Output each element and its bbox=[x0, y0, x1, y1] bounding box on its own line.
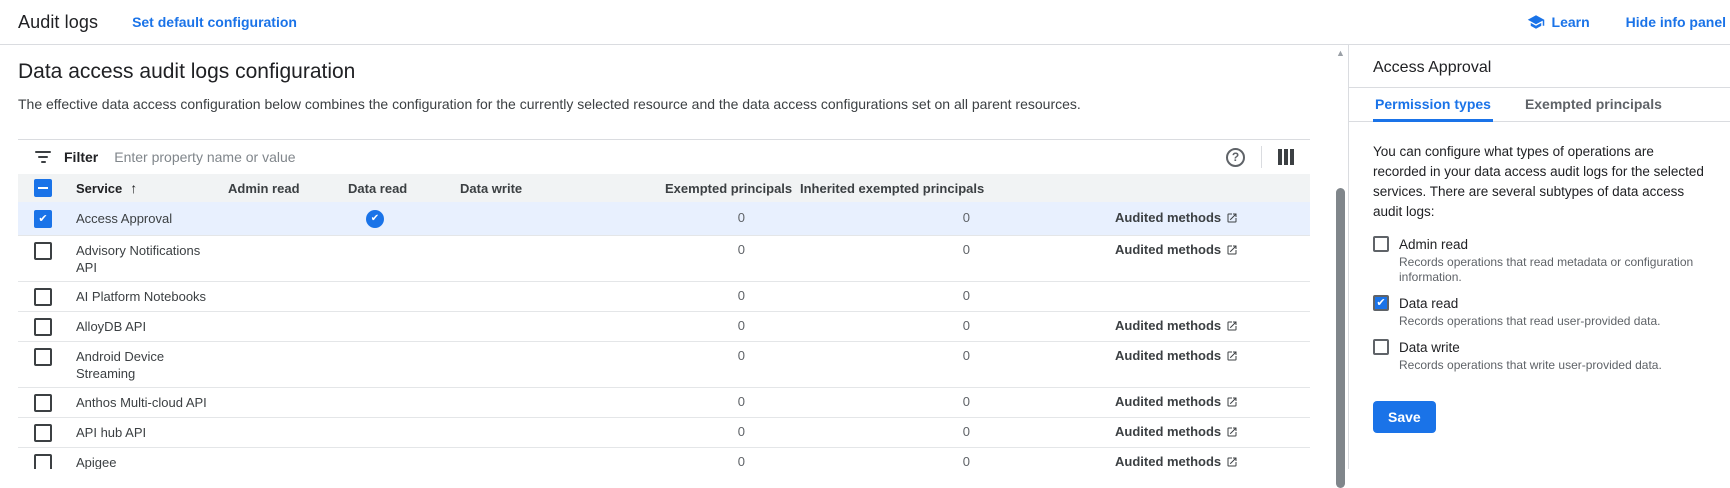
info-panel-title: Access Approval bbox=[1349, 45, 1730, 88]
column-header-admin-read[interactable]: Admin read bbox=[228, 180, 300, 196]
permission-type-item bbox=[1373, 339, 1706, 373]
service-name: Advisory Notifications API bbox=[76, 243, 201, 275]
table-row[interactable] bbox=[18, 418, 1310, 448]
help-icon[interactable]: ? bbox=[1226, 148, 1245, 167]
inherited-exempted-principals-value: 0 bbox=[962, 394, 970, 409]
inherited-exempted-principals-value: 0 bbox=[962, 348, 970, 363]
permission-label: Admin read bbox=[1399, 236, 1469, 252]
table-toolbar bbox=[18, 140, 1310, 174]
service-name: Apigee bbox=[76, 455, 117, 469]
audited-methods-link[interactable]: Audited methods bbox=[1115, 424, 1238, 439]
service-name: Anthos Multi-cloud API bbox=[76, 395, 207, 410]
external-link-icon bbox=[1226, 396, 1238, 408]
audited-methods-link[interactable]: Audited methods bbox=[1115, 348, 1238, 363]
scrollbar-up-arrow[interactable]: ▲ bbox=[1336, 48, 1345, 58]
tab-permission-types[interactable]: Permission types bbox=[1373, 88, 1493, 122]
service-name: AlloyDB API bbox=[76, 319, 147, 334]
external-link-icon bbox=[1226, 244, 1238, 256]
section-description: The effective data access configuration below combines the configuration for the currently selected resource and the data access configurations set on all parent resources. bbox=[18, 96, 1081, 112]
column-display-options-icon[interactable] bbox=[1278, 149, 1294, 165]
exempted-principals-value: 0 bbox=[737, 242, 745, 257]
exempted-principals-value: 0 bbox=[737, 394, 745, 409]
filter-list-icon bbox=[34, 150, 52, 164]
info-panel bbox=[1348, 45, 1730, 469]
permission-checkbox[interactable] bbox=[1373, 339, 1389, 355]
external-link-icon bbox=[1226, 212, 1238, 224]
external-link-icon bbox=[1226, 426, 1238, 438]
page-title: Audit logs bbox=[18, 11, 99, 32]
table-row[interactable] bbox=[18, 202, 1310, 236]
set-default-configuration-link[interactable]: Set default configuration bbox=[132, 14, 297, 30]
main-content bbox=[0, 45, 1333, 469]
permission-description: Records operations that read user-provided data. bbox=[1399, 314, 1661, 328]
exempted-principals-value: 0 bbox=[737, 318, 745, 333]
audited-methods-link[interactable]: Audited methods bbox=[1115, 318, 1238, 333]
table-row[interactable] bbox=[18, 342, 1310, 388]
permission-label: Data read bbox=[1399, 295, 1459, 311]
service-name: AI Platform Notebooks bbox=[76, 289, 207, 304]
service-name: Android Device Streaming bbox=[76, 349, 165, 381]
vertical-scrollbar[interactable] bbox=[1333, 45, 1348, 469]
audited-methods-link[interactable]: Audited methods bbox=[1115, 454, 1238, 469]
permission-type-item bbox=[1373, 236, 1706, 285]
table-row[interactable] bbox=[18, 282, 1310, 312]
inherited-exempted-principals-value: 0 bbox=[962, 210, 970, 225]
learn-link[interactable] bbox=[1527, 13, 1590, 31]
inherited-exempted-principals-value: 0 bbox=[962, 242, 970, 257]
hide-info-panel-link[interactable]: Hide info panel bbox=[1625, 14, 1726, 30]
info-panel-description: You can configure what types of operations are recorded in your data access audit logs for the selected services. There are several subtypes of data access audit logs: bbox=[1373, 144, 1704, 219]
exempted-principals-value: 0 bbox=[737, 210, 745, 225]
row-checkbox[interactable] bbox=[34, 210, 52, 228]
row-checkbox[interactable] bbox=[34, 454, 52, 469]
audited-methods-link[interactable]: Audited methods bbox=[1115, 242, 1238, 257]
audited-methods-link[interactable]: Audited methods bbox=[1115, 394, 1238, 409]
exempted-principals-value: 0 bbox=[737, 348, 745, 363]
row-checkbox[interactable] bbox=[34, 424, 52, 442]
select-all-checkbox[interactable] bbox=[34, 179, 52, 197]
filter-input[interactable] bbox=[112, 148, 1226, 166]
inherited-exempted-principals-value: 0 bbox=[962, 288, 970, 303]
services-table-card bbox=[18, 139, 1310, 469]
learn-label: Learn bbox=[1551, 14, 1590, 30]
permission-label: Data write bbox=[1399, 339, 1460, 355]
inherited-exempted-principals-value: 0 bbox=[962, 318, 970, 333]
permission-description: Records operations that write user-provided data. bbox=[1399, 358, 1662, 372]
table-row[interactable] bbox=[18, 448, 1310, 469]
permission-types-list bbox=[1373, 236, 1706, 373]
column-header-data-read[interactable]: Data read bbox=[348, 180, 408, 196]
external-link-icon bbox=[1226, 350, 1238, 362]
permission-type-item bbox=[1373, 295, 1706, 329]
info-panel-tabs bbox=[1349, 88, 1730, 122]
exempted-principals-value: 0 bbox=[737, 288, 745, 303]
enabled-check-icon bbox=[366, 210, 384, 228]
table-row[interactable] bbox=[18, 236, 1310, 282]
permission-description: Records operations that read metadata or configuration information. bbox=[1399, 255, 1694, 284]
section-heading: Data access audit logs configuration bbox=[18, 60, 356, 83]
permission-checkbox[interactable] bbox=[1373, 295, 1389, 311]
exempted-principals-value: 0 bbox=[737, 424, 745, 439]
data-read-cell bbox=[348, 210, 460, 228]
tab-exempted-principals[interactable]: Exempted principals bbox=[1524, 95, 1662, 112]
row-checkbox[interactable] bbox=[34, 318, 52, 336]
scrollbar-thumb[interactable] bbox=[1336, 188, 1345, 488]
row-checkbox[interactable] bbox=[34, 348, 52, 366]
audited-methods-link[interactable]: Audited methods bbox=[1115, 210, 1238, 225]
graduation-cap-icon bbox=[1527, 13, 1545, 31]
service-name: Access Approval bbox=[76, 211, 173, 226]
column-header-exempted-principals[interactable]: Exempted principals bbox=[665, 180, 793, 196]
table-body bbox=[18, 202, 1310, 469]
row-checkbox[interactable] bbox=[34, 394, 52, 412]
toolbar-divider bbox=[1261, 146, 1262, 168]
table-header-row bbox=[18, 174, 1310, 202]
column-header-inherited-exempted-principals[interactable]: Inherited exempted principals bbox=[800, 180, 985, 196]
app-bar bbox=[0, 0, 1730, 45]
sort-ascending-icon: ↑ bbox=[130, 180, 138, 196]
save-button[interactable]: Save bbox=[1373, 401, 1436, 433]
row-checkbox[interactable] bbox=[34, 242, 52, 260]
service-name: API hub API bbox=[76, 425, 147, 440]
table-row[interactable] bbox=[18, 388, 1310, 418]
filter-label: Filter bbox=[64, 149, 99, 165]
permission-checkbox[interactable] bbox=[1373, 236, 1389, 252]
column-header-data-write[interactable]: Data write bbox=[460, 180, 523, 196]
table-row[interactable] bbox=[18, 312, 1310, 342]
row-checkbox[interactable] bbox=[34, 288, 52, 306]
exempted-principals-value: 0 bbox=[737, 454, 745, 469]
inherited-exempted-principals-value: 0 bbox=[962, 424, 970, 439]
column-header-service[interactable]: Service ↑ bbox=[76, 180, 138, 196]
external-link-icon bbox=[1226, 320, 1238, 332]
inherited-exempted-principals-value: 0 bbox=[962, 454, 970, 469]
external-link-icon bbox=[1226, 456, 1238, 468]
